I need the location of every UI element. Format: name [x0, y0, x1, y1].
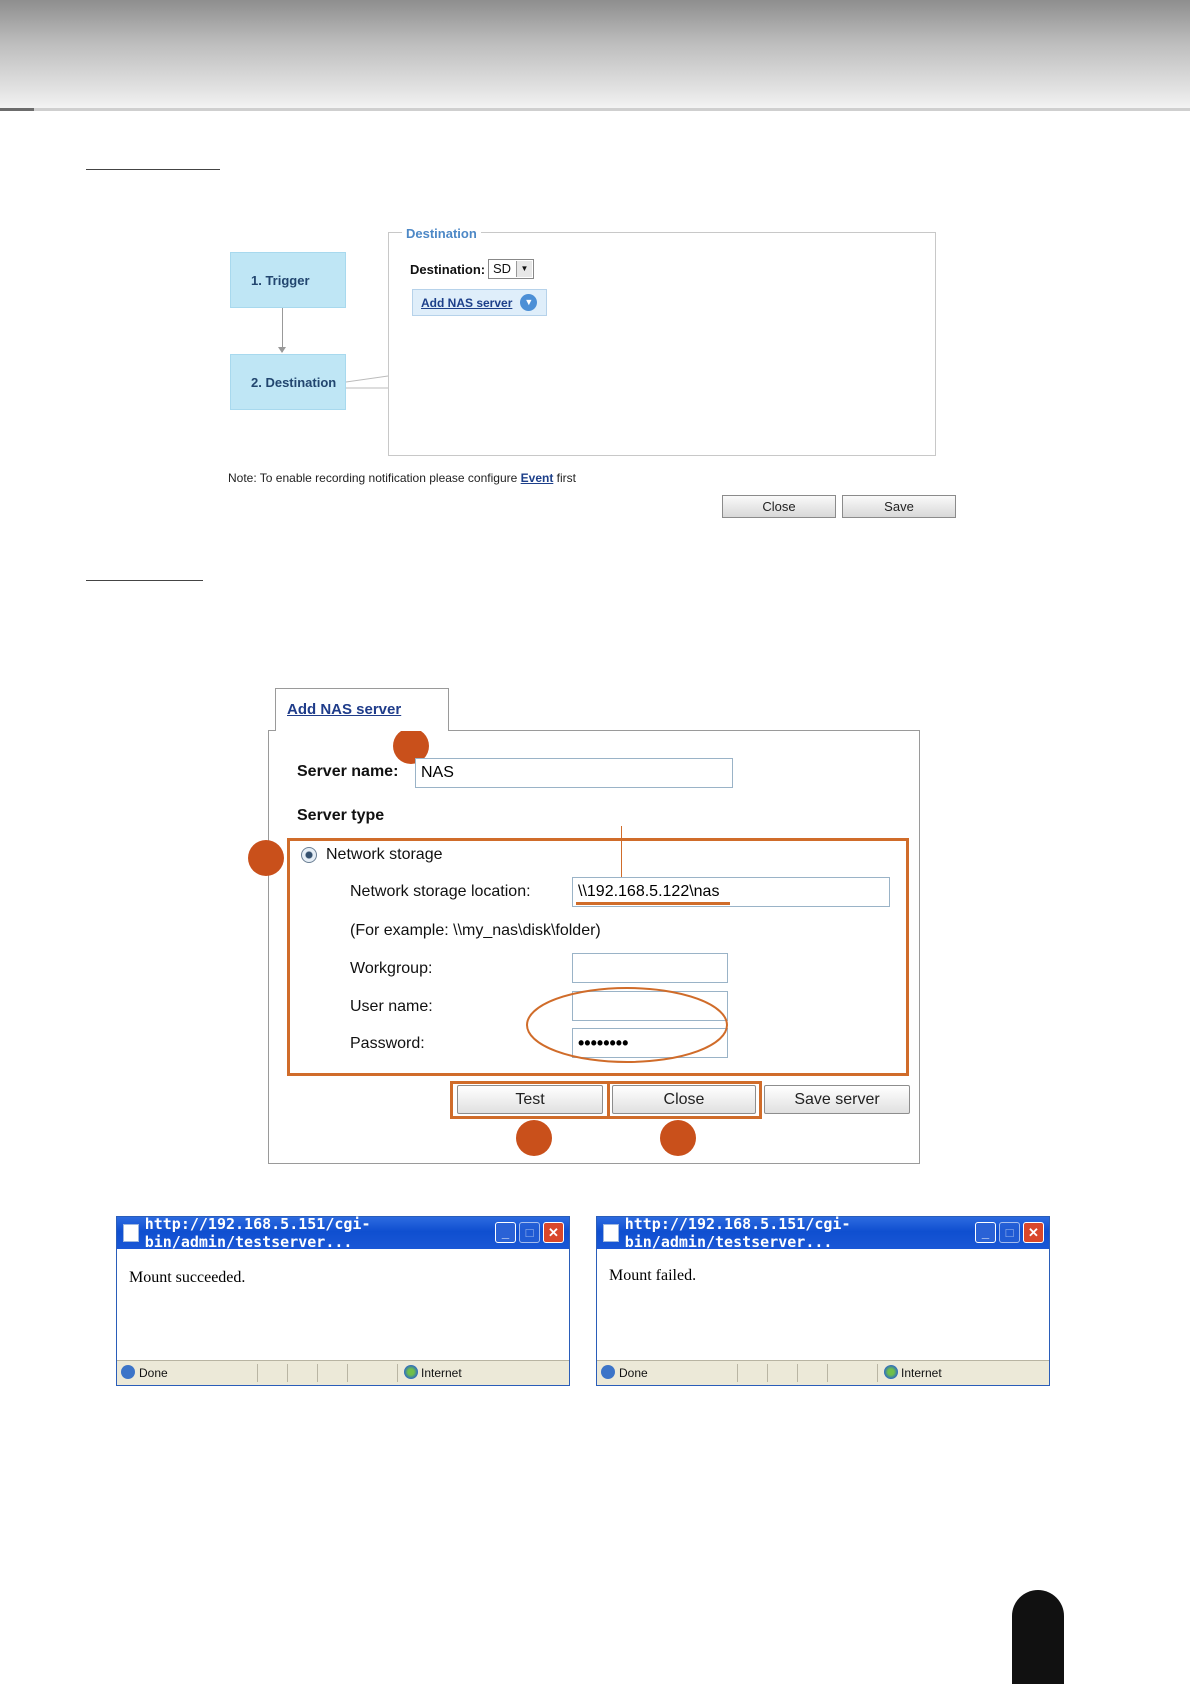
server-name-input[interactable] [415, 758, 733, 788]
tab-add-nas-server[interactable]: Add NAS server [275, 688, 449, 731]
network-storage-option-label: Network storage [326, 846, 443, 863]
destination-legend: Destination [402, 226, 481, 241]
note-suffix: first [553, 471, 576, 485]
server-name-value: NAS [421, 764, 454, 781]
save-server-button[interactable]: Save server [764, 1085, 910, 1114]
page-header-band [0, 0, 1190, 108]
workgroup-input[interactable] [572, 953, 728, 983]
location-underline-highlight [576, 902, 730, 905]
popup-title: http://192.168.5.151/cgi-bin/admin/testserver... [144, 1215, 371, 1251]
location-value: \\192.168.5.122\nas [578, 883, 720, 900]
step-trigger-label: 1. Trigger [251, 272, 310, 288]
note-prefix: Note: To enable recording notification please configure [228, 471, 521, 485]
destination-select-value: SD [493, 261, 512, 276]
internet-globe-icon [884, 1365, 898, 1379]
popup-title: http://192.168.5.151/cgi-bin/admin/testserver... [624, 1215, 851, 1251]
status-separator [827, 1364, 828, 1382]
close-button[interactable]: Close [722, 495, 836, 518]
status-zone: Internet [421, 1366, 462, 1380]
page-number-tab [1012, 1590, 1064, 1684]
step-destination-label: 2. Destination [251, 374, 337, 390]
status-separator [397, 1364, 398, 1382]
password-label: Password: [350, 1035, 425, 1052]
status-done: Done [619, 1366, 648, 1380]
step-pointer-lines [346, 366, 390, 396]
popup-message: Mount failed. [609, 1267, 697, 1284]
credentials-callout-ellipse [522, 985, 732, 1065]
internet-globe-icon [404, 1365, 418, 1379]
server-type-label: Server type [297, 807, 385, 824]
section-rule [86, 580, 203, 581]
popup-statusbar [597, 1360, 1049, 1385]
maximize-icon[interactable]: □ [999, 1222, 1020, 1243]
recording-destination-screenshot [220, 222, 960, 542]
mount-result-popup-success [116, 1216, 570, 1386]
arrow-down-icon [278, 347, 286, 353]
server-name-label: Server name: [297, 763, 399, 780]
header-divider [0, 108, 1190, 111]
close-icon[interactable]: ✕ [543, 1222, 564, 1243]
step-destination[interactable] [230, 354, 346, 410]
test-close-highlight-divider [607, 1082, 610, 1118]
workgroup-label: Workgroup: [350, 960, 433, 977]
popup-statusbar [117, 1360, 569, 1385]
status-done: Done [139, 1366, 168, 1380]
close-button[interactable]: Close [612, 1085, 756, 1114]
username-label: User name: [350, 998, 433, 1015]
status-separator [737, 1364, 738, 1382]
status-separator [317, 1364, 318, 1382]
recording-note [228, 471, 576, 485]
password-value: •••••••• [578, 1032, 629, 1053]
status-separator [257, 1364, 258, 1382]
page-icon [123, 1224, 139, 1242]
save-button[interactable]: Save [842, 495, 956, 518]
status-separator [347, 1364, 348, 1382]
status-separator [797, 1364, 798, 1382]
location-example-text: (For example: \\my_nas\disk\folder) [350, 922, 601, 939]
destination-label: Destination: [410, 262, 486, 277]
minimize-icon[interactable]: _ [495, 1222, 516, 1243]
status-separator [287, 1364, 288, 1382]
step-trigger[interactable] [230, 252, 346, 308]
callout-marker [660, 1120, 696, 1156]
event-link[interactable]: Event [520, 471, 554, 485]
location-label: Network storage location: [350, 883, 531, 900]
minimize-icon[interactable]: _ [975, 1222, 996, 1243]
destination-select[interactable] [488, 259, 534, 279]
expand-chevron-icon[interactable]: ▼ [520, 294, 537, 311]
callout-marker [516, 1120, 552, 1156]
mount-result-popup-failed [596, 1216, 1050, 1386]
maximize-icon[interactable]: □ [519, 1222, 540, 1243]
network-storage-radio[interactable] [301, 847, 317, 863]
header-divider-accent [0, 108, 34, 111]
status-separator [877, 1364, 878, 1382]
page-icon [603, 1224, 619, 1242]
section-rule [86, 169, 220, 170]
add-nas-server-link[interactable]: Add NAS server [421, 295, 513, 310]
ie-page-icon [601, 1365, 615, 1379]
step-connector [282, 308, 283, 352]
callout-marker [248, 840, 284, 876]
popup-message: Mount succeeded. [129, 1269, 246, 1286]
ie-page-icon [121, 1365, 135, 1379]
close-icon[interactable]: ✕ [1023, 1222, 1044, 1243]
add-nas-server-chip[interactable] [412, 289, 547, 316]
status-separator [767, 1364, 768, 1382]
status-zone: Internet [901, 1366, 942, 1380]
test-button[interactable]: Test [457, 1085, 603, 1114]
chevron-down-icon: ▼ [516, 261, 532, 277]
